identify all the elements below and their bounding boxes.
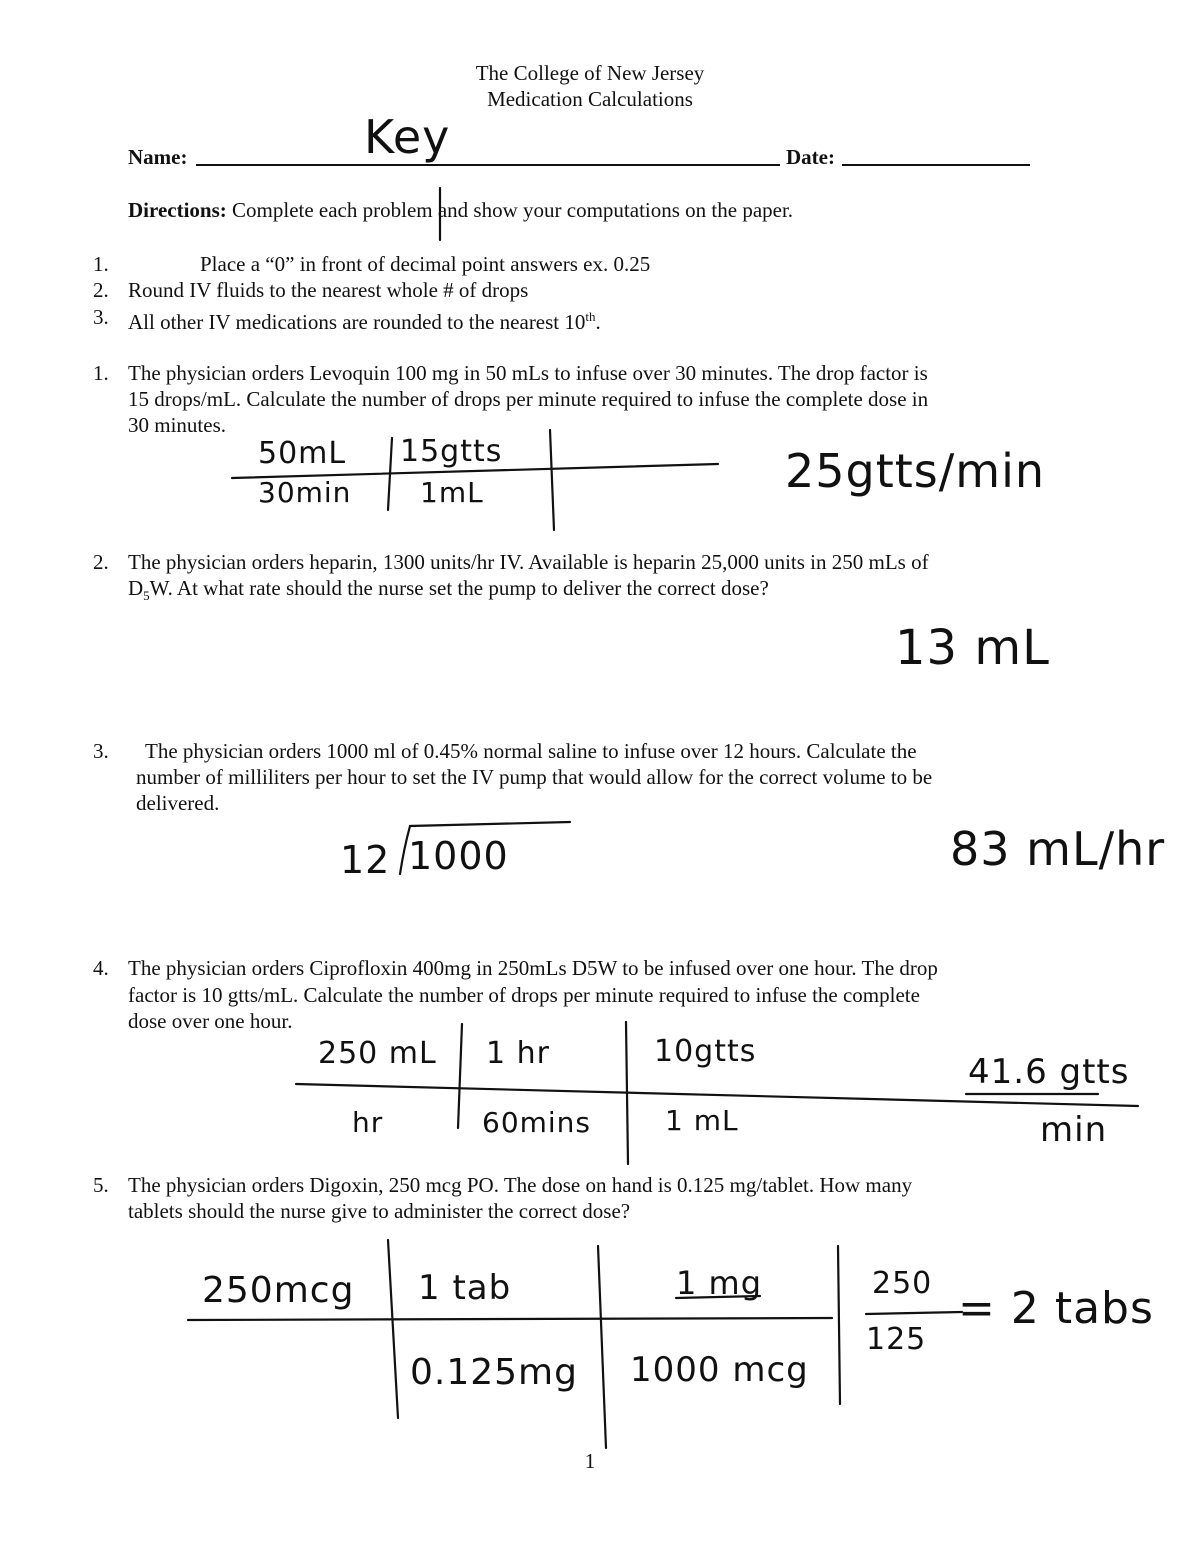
date-label: Date:: [786, 145, 835, 169]
rule-text: Round IV fluids to the nearest whole # of drops: [128, 278, 529, 302]
directions: [128, 197, 793, 223]
problem-text-line: 30 minutes.: [128, 413, 226, 437]
rule-text: All other IV medications are rounded to the nearest 10th.: [128, 309, 601, 334]
work-denominator: hr: [352, 1106, 384, 1139]
name-underline: [196, 164, 780, 166]
rule-number: 3.: [93, 305, 109, 329]
problem-number: 2.: [93, 550, 109, 574]
work-divisor: 12: [340, 838, 391, 882]
fraction-bar: [188, 1318, 832, 1320]
problem-text-line: The physician orders Levoquin 100 mg in 50 mLs to infuse over 30 minutes. The drop factor is: [128, 361, 928, 385]
name-label: Name:: [128, 145, 188, 169]
fraction-denominator: 125: [866, 1322, 927, 1357]
rule-text: Place a “0” in front of decimal point answers ex. 0.25: [200, 252, 651, 276]
work-dividend: 1000: [408, 834, 509, 878]
page-number: 1: [584, 1449, 596, 1473]
divider-line: [838, 1246, 840, 1404]
problem-text-line: The physician orders 1000 ml of 0.45% normal saline to infuse over 12 hours. Calculate the: [145, 739, 917, 763]
work-denominator: 30min: [258, 476, 352, 509]
work-numerator: 250mcg: [202, 1270, 355, 1311]
directions-label: Directions:: [128, 198, 227, 222]
divider-line: [550, 430, 554, 530]
institution-name: The College of New Jersey: [475, 61, 705, 85]
problem-text-line: 15 drops/mL. Calculate the number of drops per minute required to infuse the complete dose in: [128, 387, 929, 411]
problem-text-line: factor is 10 gtts/mL. Calculate the number of drops per minute required to infuse the complete: [128, 983, 920, 1007]
divider-line: [598, 1246, 606, 1448]
date-underline: [842, 164, 1030, 166]
fraction-numerator: 250: [872, 1266, 933, 1301]
problem-text-line: tablets should the nurse give to administer the correct dose?: [128, 1199, 631, 1223]
name-value: Key: [364, 110, 451, 164]
answer: 13 mL: [895, 620, 1050, 676]
answer: = 2 tabs: [958, 1283, 1154, 1334]
problem-number: 5.: [93, 1173, 109, 1197]
work-numerator: 250 mL: [318, 1036, 437, 1071]
directions-text: Complete each problem and show your computations on the paper.: [226, 198, 794, 222]
problem-number: 1.: [93, 361, 109, 385]
work-denominator: 1 mL: [665, 1104, 739, 1137]
problem-number: 4.: [93, 956, 109, 980]
rule-number: 1.: [93, 252, 109, 276]
divider-line: [388, 438, 392, 510]
divider-line: [388, 1240, 398, 1418]
divider-line: [458, 1024, 462, 1128]
divider-line: [626, 1022, 628, 1164]
work-denominator: 60mins: [482, 1106, 592, 1139]
work-numerator: 15gtts: [400, 434, 503, 469]
work-denominator: 0.125mg: [410, 1352, 578, 1393]
worksheet-title: Medication Calculations: [487, 87, 693, 111]
problem-text-line: delivered.: [136, 791, 220, 815]
answer-denominator: min: [1040, 1110, 1108, 1150]
work-denominator: 1000 mcg: [630, 1350, 809, 1390]
rule-number: 2.: [93, 278, 109, 302]
answer: 83 mL/hr: [950, 822, 1166, 876]
problem-number: 3.: [93, 739, 109, 763]
work-numerator: 1 mg: [676, 1264, 763, 1302]
problem-text-line: dose over one hour.: [128, 1009, 293, 1033]
problem-text-line: The physician orders heparin, 1300 units/hr IV. Available is heparin 25,000 units in 250 mLs of: [128, 550, 929, 574]
work-numerator: 1 tab: [418, 1268, 512, 1308]
work-denominator: 1mL: [420, 476, 484, 509]
small-fraction-bar: [866, 1312, 962, 1314]
work-numerator: 10gtts: [654, 1034, 757, 1069]
problem-text-line: The physician orders Digoxin, 250 mcg PO. The dose on hand is 0.125 mg/tablet. How many: [128, 1173, 913, 1197]
problem-text-line: $D_5W$. At what rate should the nurse set the pump to deliver the correct dose?: [128, 576, 769, 604]
problem-text-line: The physician orders Ciprofloxin 400mg in 250mLs D5W to be infused over one hour. The drop: [128, 956, 938, 980]
problem-text-line: number of milliliters per hour to set the IV pump that would allow for the correct volume to be: [136, 765, 933, 789]
answer-numerator: 41.6 gtts: [968, 1052, 1130, 1092]
work-numerator: 50mL: [258, 436, 347, 471]
work-numerator: 1 hr: [486, 1036, 550, 1071]
answer: 25gtts/min: [785, 444, 1046, 498]
